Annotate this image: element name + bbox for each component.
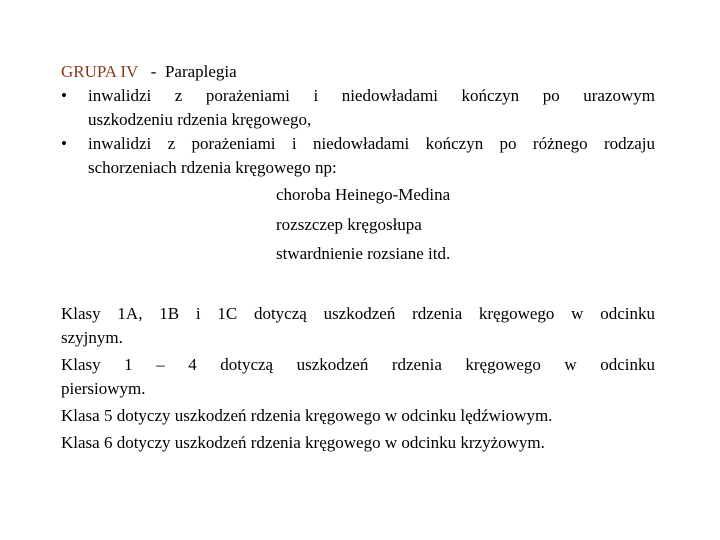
group-heading xyxy=(61,60,655,84)
bullet-item-1 xyxy=(61,84,655,132)
class-text-line: Klasy 1A, 1B i 1C dotyczą uszkodzeń rdzenia kręgowego w odcinku xyxy=(61,303,655,323)
bullet-icon: • xyxy=(61,134,67,153)
disease-list xyxy=(61,180,655,269)
class-text-line: szyjnym. xyxy=(61,327,123,347)
bullet-text-line: uszkodzeniu rdzenia kręgowego, xyxy=(88,110,312,129)
class-text-line: Klasa 6 dotyczy uszkodzeń rdzenia kręgowego w odcinku krzyżowym. xyxy=(61,432,545,452)
class-paragraph-1 xyxy=(61,302,655,350)
heading-separator: - xyxy=(150,62,157,81)
group-title: Paraplegia xyxy=(164,62,237,81)
class-text-line: Klasa 5 dotyczy uszkodzeń rdzenia kręgowego w odcinku lędźwiowym. xyxy=(61,405,553,425)
class-text-line: Klasy 1 – 4 dotyczą uszkodzeń rdzenia kręgowego w odcinku xyxy=(61,354,655,374)
group-label: GRUPA IV xyxy=(61,62,139,81)
slide-content xyxy=(61,60,655,455)
disease-item: rozszczep kręgosłupa xyxy=(276,214,422,234)
bullet-text-line: schorzeniach rdzenia kręgowego np: xyxy=(88,158,337,177)
class-text-line: piersiowym. xyxy=(61,378,146,398)
disease-item: stwardnienie rozsiane itd. xyxy=(276,244,451,263)
bullet-text-line: inwalidzi z porażeniami i niedowładami kończyn po urazowym xyxy=(88,86,655,105)
class-paragraph-3 xyxy=(61,404,655,428)
class-descriptions xyxy=(61,302,655,455)
disease-item: choroba Heinego-Medina xyxy=(276,185,451,204)
bullet-text-line: inwalidzi z porażeniami i niedowładami kończyn po różnego rodzaju xyxy=(88,134,655,153)
class-paragraph-2 xyxy=(61,353,655,401)
bullet-icon: • xyxy=(61,86,67,105)
bullet-item-2 xyxy=(61,132,655,180)
class-paragraph-4 xyxy=(61,431,655,455)
